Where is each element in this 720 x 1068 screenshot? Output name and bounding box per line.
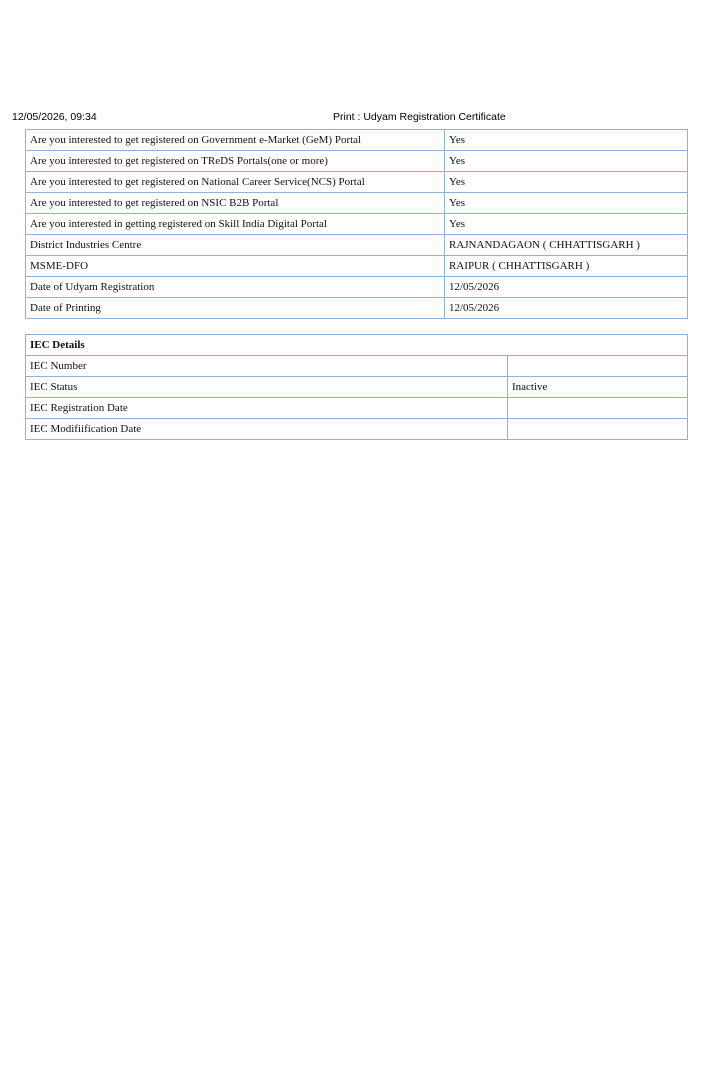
table-row [26,172,688,193]
table-row [26,130,688,151]
section-header-row [26,335,688,356]
row-value: Inactive [508,377,688,398]
table-row [26,398,688,419]
section-title: IEC Details [26,335,688,356]
registration-details-table [25,129,688,319]
row-label: IEC Registration Date [26,398,508,419]
row-label: Are you interested to get registered on TReDS Portals(one or more) [26,151,445,172]
table-row [26,277,688,298]
row-label: IEC Number [26,356,508,377]
table-row [26,151,688,172]
table-row [26,356,688,377]
print-datetime: 12/05/2026, 09:34 [12,111,97,123]
row-label: MSME-DFO [26,256,445,277]
table-row [26,256,688,277]
row-label: Are you interested in getting registered on Skill India Digital Portal [26,214,445,235]
table-row [26,214,688,235]
row-value: Yes [445,172,688,193]
row-label: Date of Printing [26,298,445,319]
row-value: Yes [445,214,688,235]
row-label: Are you interested to get registered on Government e-Market (GeM) Portal [26,130,445,151]
table-row [26,193,688,214]
iec-details-table [25,334,688,440]
row-value: 12/05/2026 [445,298,688,319]
row-value [508,356,688,377]
row-label: Are you interested to get registered on NSIC B2B Portal [26,193,445,214]
row-value [508,398,688,419]
row-label: Are you interested to get registered on National Career Service(NCS) Portal [26,172,445,193]
row-value: RAJNANDAGAON ( CHHATTISGARH ) [445,235,688,256]
row-label: IEC Modifiification Date [26,419,508,440]
table-row [26,235,688,256]
row-value: Yes [445,193,688,214]
print-title: Print : Udyam Registration Certificate [333,111,506,123]
row-label: IEC Status [26,377,508,398]
table-row [26,377,688,398]
table-row [26,419,688,440]
row-label: Date of Udyam Registration [26,277,445,298]
row-value: Yes [445,130,688,151]
row-value [508,419,688,440]
row-label: District Industries Centre [26,235,445,256]
row-value: RAIPUR ( CHHATTISGARH ) [445,256,688,277]
row-value: Yes [445,151,688,172]
table-row [26,298,688,319]
row-value: 12/05/2026 [445,277,688,298]
print-header [0,109,720,125]
